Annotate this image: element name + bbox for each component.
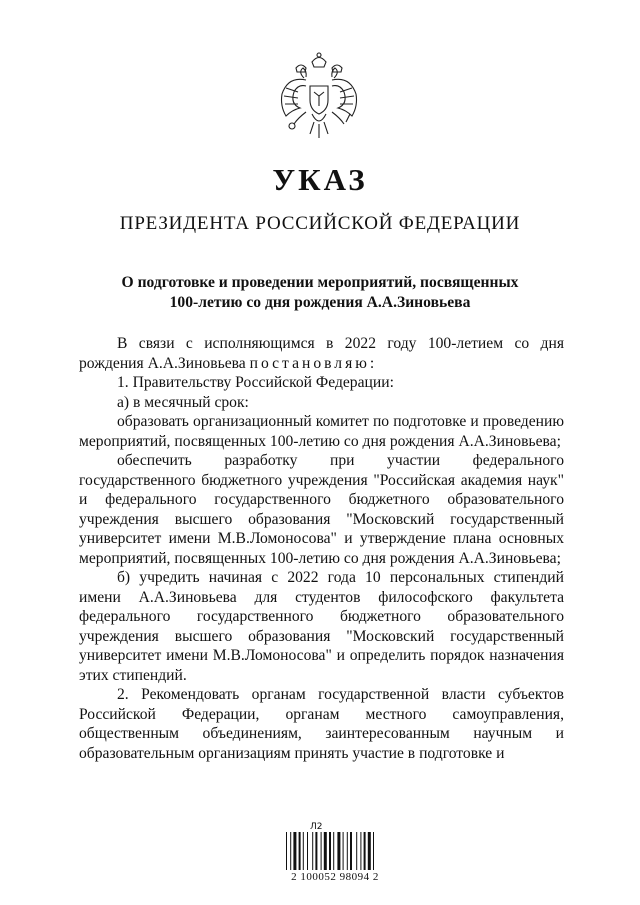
item-1: 1. Правительству Российской Федерации: xyxy=(117,374,394,391)
barcode-bar xyxy=(333,832,334,870)
barcode-bar xyxy=(299,832,301,870)
barcode-bar xyxy=(321,832,322,870)
barcode-bar xyxy=(368,832,371,870)
barcode-bar xyxy=(324,832,327,870)
barcode-bar xyxy=(307,832,308,870)
barcode-bar xyxy=(286,832,287,870)
decree-heading xyxy=(0,273,640,313)
item-2: 2. Рекомендовать органам государственной власти субъектов Российской Федерации, органам местного самоуправления, общественным объединениям, заинтересованным научным и образовательным организациям принять участие в подготовке и xyxy=(79,686,564,762)
barcode-bar xyxy=(293,832,296,870)
decree-subtitle: ПРЕЗИДЕНТА РОССИЙСКОЙ ФЕДЕРАЦИИ xyxy=(119,213,521,234)
heading-line-2: 100-летию со дня рождения А.А.Зиновьева xyxy=(169,294,471,311)
barcode-bar xyxy=(312,832,313,870)
barcode-bar xyxy=(373,832,374,870)
item-1b: б) учредить начиная с 2022 года 10 персональных стипендий имени А.А.Зиновьева для студентов философского факультета федерального государственного бюджетного образовательного учреждения высшего образования "Московский государственный университет имени М.В.Ломоносова" и определить порядок назначения этих стипендий. xyxy=(79,569,564,684)
barcode-bar xyxy=(356,832,357,870)
barcode-mark: Л2 xyxy=(310,822,323,832)
item-1a-point-2: обеспечить разработку при участии федерального государственного бюджетного учреждения "Российская академия наук" и федерального государственного бюджетного образовательного учреждения высшего образования "Московский государственный университет имени М.В.Ломоносова" и утверждение плана основных мероприятий, посвященных 100-летию со дня рождения А.А.Зиновьева; xyxy=(79,452,564,567)
barcode-bar xyxy=(303,832,304,870)
item-1a: а) в месячный срок: xyxy=(117,393,249,411)
barcode-bars xyxy=(280,832,390,870)
heading-line-1: О подготовке и проведении мероприятий, посвященных xyxy=(121,274,519,291)
decree-body xyxy=(79,334,564,763)
item-1a-point-1: образовать организационный комитет по подготовке и проведению мероприятий, посвященных 100-летию со дня рождения А.А.Зиновьева; xyxy=(79,413,564,450)
barcode xyxy=(280,822,390,882)
barcode-bar xyxy=(337,832,340,870)
barcode-bar xyxy=(350,832,352,870)
barcode-bar xyxy=(360,832,361,870)
intro-paragraph xyxy=(79,334,564,373)
barcode-bar xyxy=(329,832,331,870)
barcode-bar xyxy=(364,832,366,870)
russian-coat-of-arms-icon xyxy=(276,52,362,142)
barcode-bar xyxy=(347,832,348,870)
barcode-number: 2 100052 98094 2 xyxy=(291,871,379,883)
barcode-bar xyxy=(343,832,344,870)
barcode-bar xyxy=(290,832,291,870)
intro-text: В связи с исполняющимся в 2022 году 100-летием со дня рождения А.А.Зиновьева xyxy=(79,335,564,372)
decree-word: постановляю: xyxy=(249,354,378,372)
barcode-bar xyxy=(315,832,317,870)
decree-title: УКАЗ xyxy=(272,162,368,197)
